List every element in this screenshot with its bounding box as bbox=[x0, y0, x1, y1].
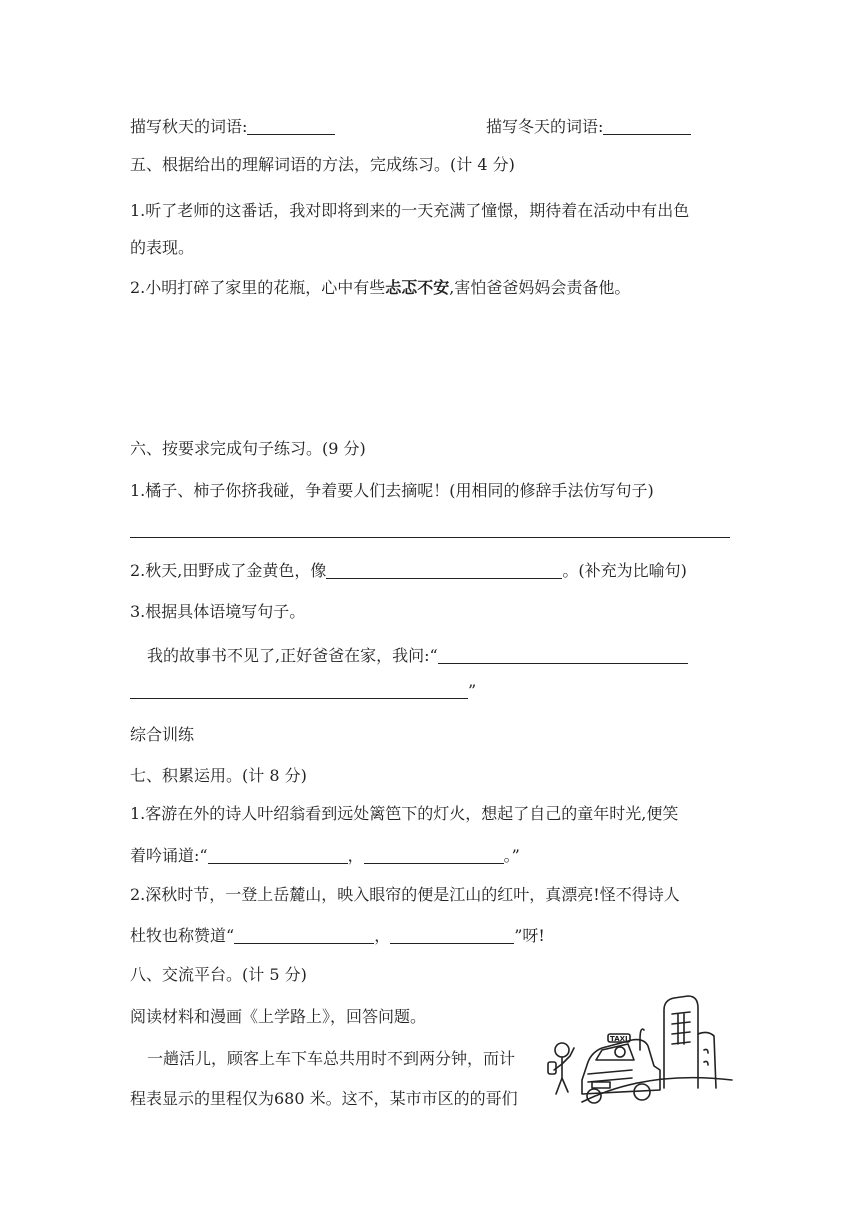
vocab-line-winter bbox=[486, 116, 691, 138]
autumn-words-label: 描写秋天的词语: bbox=[130, 117, 248, 136]
section-heading: 综合训练 bbox=[130, 725, 195, 744]
section7-q2-line2 bbox=[130, 925, 545, 947]
section7-q2-end: ”呀! bbox=[514, 926, 545, 945]
autumn-words-blank[interactable] bbox=[247, 118, 335, 135]
section6-q2-post: 。(补充为比喻句) bbox=[562, 561, 687, 580]
section8-title: 八、交流平台。(计 5 分) bbox=[130, 965, 307, 984]
section5-q2-pre: 2.小明打碎了家里的花瓶，心中有些 bbox=[130, 278, 386, 297]
section6-q3-context-text: 我的故事书不见了,正好爸爸在家，我问:“ bbox=[147, 646, 438, 665]
section6-q2-blank[interactable] bbox=[326, 562, 562, 579]
section6-q3-blank-2[interactable] bbox=[130, 682, 468, 699]
cartoon-illustration bbox=[536, 970, 736, 1120]
vocab-line bbox=[130, 116, 335, 138]
section5-q2 bbox=[130, 277, 630, 299]
section7-q2-comma: ， bbox=[374, 926, 391, 945]
section6-q1: 1.橘子、柿子你挤我碰，争着要人们去摘呢！(用相同的修辞手法仿写句子) bbox=[130, 481, 654, 500]
section7-q1-blank-2[interactable] bbox=[364, 847, 504, 864]
section6-q2-pre: 2.秋天,田野成了金黄色，像 bbox=[130, 561, 327, 580]
section7-q2-blank-2[interactable] bbox=[390, 927, 514, 944]
taxi-sign: TAXI bbox=[610, 1035, 628, 1043]
section5-q1-line2: 的表现。 bbox=[130, 238, 195, 257]
section7-q1-pre: 着吟诵道:“ bbox=[130, 846, 208, 865]
section7-title: 七、积累运用。(计 8 分) bbox=[130, 766, 307, 785]
section6-q3-context bbox=[147, 645, 688, 667]
section7-q2-blank-1[interactable] bbox=[234, 927, 374, 944]
taxi-cartoon-icon bbox=[536, 970, 736, 1120]
section7-q1-end: 。” bbox=[503, 846, 520, 865]
section5-title: 五、根据给出的理解词语的方法，完成练习。(计 4 分) bbox=[130, 155, 515, 174]
section6-title: 六、按要求完成句子练习。(9 分) bbox=[130, 439, 366, 458]
section8-para-line1: 一趟活儿，顾客上车下车总共用时不到两分钟，而计 bbox=[147, 1049, 516, 1068]
section7-q1-line2 bbox=[130, 845, 520, 867]
section6-q3-blank-1[interactable] bbox=[438, 647, 688, 664]
section7-q2-line1: 2.深秋时节，一登上岳麓山，映入眼帘的便是江山的红叶，真漂亮!怪不得诗人 bbox=[130, 885, 680, 904]
section5-q2-post: ,害怕爸爸妈妈会责备他。 bbox=[449, 278, 631, 297]
section7-q1-blank-1[interactable] bbox=[208, 847, 348, 864]
section5-q1-line1: 1.听了老师的这番话，我对即将到来的一天充满了憧憬，期待着在活动中有出色 bbox=[130, 201, 690, 220]
section6-q2 bbox=[130, 560, 687, 582]
section6-q3: 3.根据具体语境写句子。 bbox=[130, 602, 306, 621]
section6-q3-line2 bbox=[130, 680, 476, 702]
section7-q1-line1: 1.客游在外的诗人叶绍翁看到远处篱笆下的灯火，想起了自己的童年时光,便笑 bbox=[130, 804, 679, 823]
section7-q1-comma: ， bbox=[347, 846, 364, 865]
section8-para-line2: 程表显示的里程仅为680 米。这不，某市市区的的哥们 bbox=[130, 1089, 518, 1108]
section7-q2-pre: 杜牧也称赞道“ bbox=[130, 926, 235, 945]
section6-q3-close-quote: ” bbox=[468, 681, 477, 700]
section6-q1-answer-line[interactable] bbox=[130, 537, 730, 538]
section5-q2-keyword: 忐忑不安 bbox=[385, 278, 450, 297]
winter-words-label: 描写冬天的词语: bbox=[486, 117, 604, 136]
winter-words-blank[interactable] bbox=[603, 118, 691, 135]
section8-intro: 阅读材料和漫画《上学路上》，回答问题。 bbox=[130, 1007, 427, 1026]
